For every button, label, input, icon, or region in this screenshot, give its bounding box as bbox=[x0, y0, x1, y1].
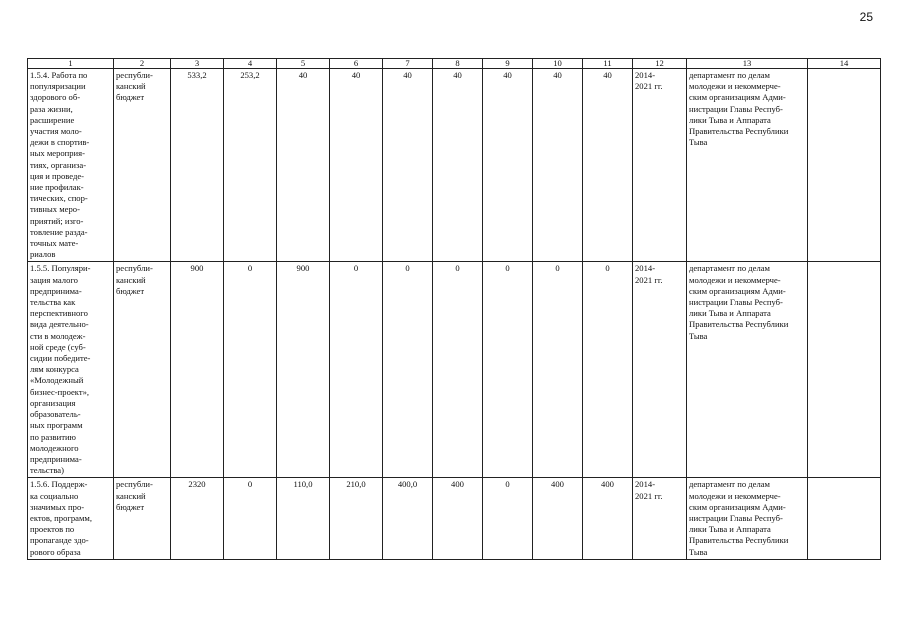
column-header: 7 bbox=[383, 59, 433, 69]
table-row bbox=[28, 69, 881, 262]
amount-cell: 40 bbox=[583, 69, 633, 262]
amount-cell: 0 bbox=[483, 478, 533, 559]
amount-cell: 2320 bbox=[171, 478, 224, 559]
executor-cell: департамент по делам молодежи и некоммерче- ским организациям Адми- нистрации Главы Респуб- лики Тыва и Аппарата Правительства Республики Тыва bbox=[687, 69, 808, 262]
column-number-row bbox=[28, 59, 881, 69]
amount-cell: 900 bbox=[171, 262, 224, 478]
amount-cell: 0 bbox=[433, 262, 483, 478]
notes-cell bbox=[808, 69, 881, 262]
amount-cell: 253,2 bbox=[224, 69, 277, 262]
column-header: 14 bbox=[808, 59, 881, 69]
funding-source-cell: республи- канский бюджет bbox=[114, 262, 171, 478]
column-header: 11 bbox=[583, 59, 633, 69]
column-header: 4 bbox=[224, 59, 277, 69]
executor-cell: департамент по делам молодежи и некоммерче- ским организациям Адми- нистрации Главы Респуб- лики Тыва и Аппарата Правительства Республики Тыва bbox=[687, 478, 808, 559]
period-cell: 2014- 2021 гг. bbox=[633, 478, 687, 559]
table-row bbox=[28, 262, 881, 478]
amount-cell: 40 bbox=[533, 69, 583, 262]
amount-cell: 0 bbox=[330, 262, 383, 478]
amount-cell: 0 bbox=[483, 262, 533, 478]
amount-cell: 400 bbox=[433, 478, 483, 559]
table-row bbox=[28, 478, 881, 559]
column-header: 2 bbox=[114, 59, 171, 69]
amount-cell: 400,0 bbox=[383, 478, 433, 559]
column-header: 8 bbox=[433, 59, 483, 69]
amount-cell: 0 bbox=[533, 262, 583, 478]
amount-cell: 900 bbox=[277, 262, 330, 478]
activity-name-cell: 1.5.6. Поддерж- ка социально значимых про- ектов, программ, проектов по пропаганде здо- рового образа bbox=[28, 478, 114, 559]
amount-cell: 0 bbox=[224, 478, 277, 559]
program-activities-table bbox=[27, 58, 881, 560]
amount-cell: 0 bbox=[383, 262, 433, 478]
period-cell: 2014- 2021 гг. bbox=[633, 262, 687, 478]
amount-cell: 110,0 bbox=[277, 478, 330, 559]
page-number: 25 bbox=[859, 10, 873, 24]
activity-name-cell: 1.5.5. Популяри- зация малого предпринима- тельства как перспективного вида деятельно- сти в молодеж- ной среде (суб- сидии победите- лям конкурса «Молодежный бизнес-проект», организация образователь- ных программ по развитию молодежного предпринима- тельства) bbox=[28, 262, 114, 478]
amount-cell: 210,0 bbox=[330, 478, 383, 559]
amount-cell: 400 bbox=[533, 478, 583, 559]
notes-cell bbox=[808, 478, 881, 559]
period-cell: 2014- 2021 гг. bbox=[633, 69, 687, 262]
funding-source-cell: республи- канский бюджет bbox=[114, 69, 171, 262]
amount-cell: 40 bbox=[330, 69, 383, 262]
amount-cell: 40 bbox=[383, 69, 433, 262]
funding-source-cell: республи- канский бюджет bbox=[114, 478, 171, 559]
amount-cell: 40 bbox=[433, 69, 483, 262]
column-header: 6 bbox=[330, 59, 383, 69]
amount-cell: 0 bbox=[583, 262, 633, 478]
column-header: 3 bbox=[171, 59, 224, 69]
column-header: 13 bbox=[687, 59, 808, 69]
activity-name-cell: 1.5.4. Работа по популяризации здорового об- раза жизни, расширение участия моло- дежи в спортив- ных мероприя- тиях, организа- ция и проведе- ние профилак- тических, спор- тивных меро- приятий; изго- товление разда- точных мате- риалов bbox=[28, 69, 114, 262]
amount-cell: 533,2 bbox=[171, 69, 224, 262]
column-header: 5 bbox=[277, 59, 330, 69]
amount-cell: 400 bbox=[583, 478, 633, 559]
amount-cell: 40 bbox=[277, 69, 330, 262]
column-header: 12 bbox=[633, 59, 687, 69]
amount-cell: 40 bbox=[483, 69, 533, 262]
notes-cell bbox=[808, 262, 881, 478]
column-header: 9 bbox=[483, 59, 533, 69]
column-header: 10 bbox=[533, 59, 583, 69]
executor-cell: департамент по делам молодежи и некоммерче- ским организациям Адми- нистрации Главы Респуб- лики Тыва и Аппарата Правительства Республики Тыва bbox=[687, 262, 808, 478]
column-header: 1 bbox=[28, 59, 114, 69]
amount-cell: 0 bbox=[224, 262, 277, 478]
